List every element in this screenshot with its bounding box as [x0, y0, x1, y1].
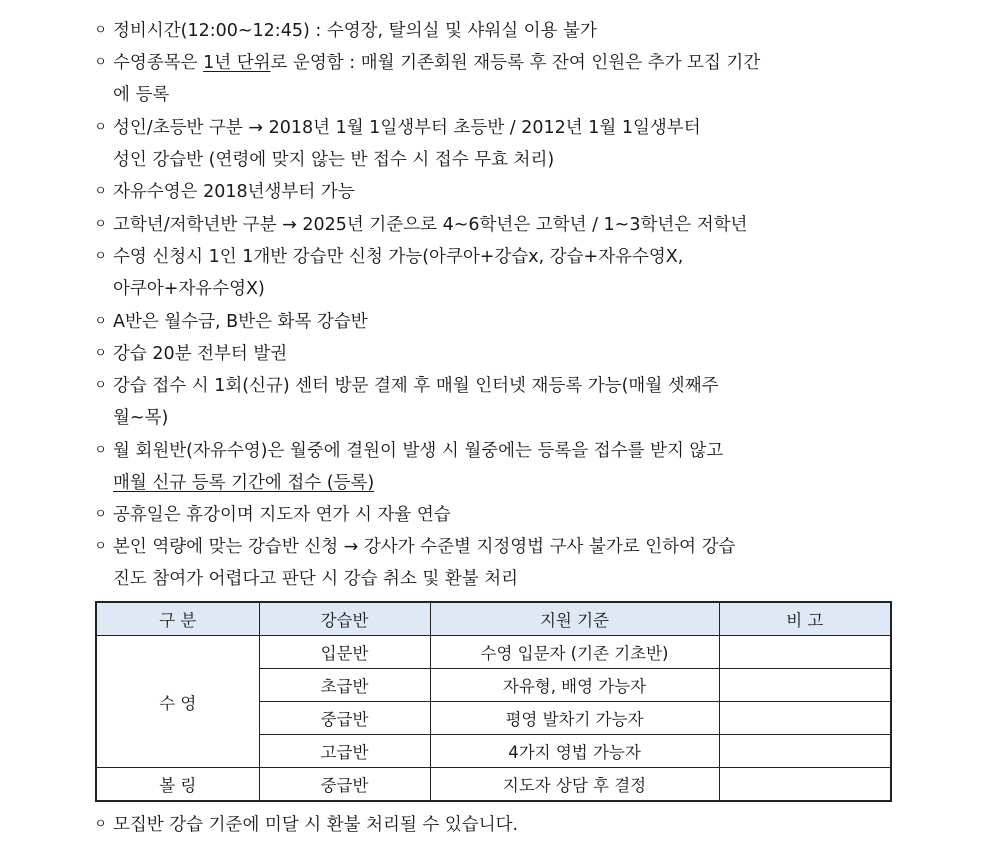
class-level: 고급반 — [259, 735, 430, 768]
note-annual-operation-cont: 에 등록 — [113, 85, 170, 105]
header-class: 강습반 — [259, 602, 430, 636]
note-monthly-member-cont: 매월 신규 등록 기간에 접수 (등록) — [113, 473, 375, 493]
bullet-icon: ㅇ — [94, 217, 107, 232]
note-registration-cont: 월~목) — [113, 408, 169, 428]
note-one-class-limit-cont: 아쿠아+자유수영X) — [113, 279, 265, 299]
class-remark — [719, 669, 891, 702]
class-remark — [719, 636, 891, 669]
table-header-row — [96, 602, 891, 636]
table-row — [96, 636, 891, 669]
note-registration: ㅇ 강습 접수 시 1회(신규) 센터 방문 결제 후 매월 인터넷 재등록 가능(매월 셋째주 — [88, 370, 719, 402]
bullet-icon: ㅇ — [94, 346, 107, 361]
class-level: 중급반 — [259, 768, 430, 802]
bullet-icon: ㅇ — [94, 378, 107, 393]
bullet-icon: ㅇ — [94, 443, 107, 458]
bullet-icon: ㅇ — [94, 55, 107, 70]
note-annual-operation: ㅇ 수영종목은 1년 단위로 운영함 : 매월 기존회원 재등록 후 잔여 인원은 추가 모집 기간 — [88, 47, 760, 79]
category-swim: 수 영 — [96, 636, 259, 768]
class-criteria: 평영 발차기 가능자 — [430, 702, 719, 735]
bullet-icon: ㅇ — [94, 539, 107, 554]
bullet-icon: ㅇ — [94, 817, 107, 832]
note-age-division: ㅇ 성인/초등반 구분 → 2018년 1월 1일생부터 초등반 / 2012년 1월 1일생부터 — [88, 112, 701, 144]
note-skill-level: ㅇ 본인 역량에 맞는 강습반 신청 → 강사가 수준별 지정영법 구사 불가로 인하여 강습 — [88, 531, 735, 563]
class-criteria: 지도자 상담 후 결정 — [430, 768, 719, 802]
note-skill-level-cont: 진도 참여가 어렵다고 판단 시 강습 취소 및 환불 처리 — [113, 569, 519, 589]
note-free-swim: ㅇ 자유수영은 2018년생부터 가능 — [88, 176, 355, 208]
class-level: 초급반 — [259, 669, 430, 702]
note-grade-division: ㅇ 고학년/저학년반 구분 → 2025년 기준으로 4~6학년은 고학년 / 1~3학년은 저학년 — [88, 209, 747, 241]
note-maintenance-time: ㅇ 정비시간(12:00~12:45) : 수영장, 탈의실 및 샤워실 이용 불가 — [88, 15, 597, 47]
note-refund: ㅇ 모집반 강습 기준에 미달 시 환불 처리될 수 있습니다. — [88, 809, 518, 841]
note-age-division-cont: 성인 강습반 (연령에 맞지 않는 반 접수 시 접수 무효 처리) — [113, 150, 555, 170]
note-ticketing: ㅇ 강습 20분 전부터 발권 — [88, 338, 287, 370]
table-row — [96, 768, 891, 802]
note-holiday: ㅇ 공휴일은 휴강이며 지도자 연가 시 자율 연습 — [88, 499, 451, 531]
class-criteria: 자유형, 배영 가능자 — [430, 669, 719, 702]
class-criteria-table — [95, 601, 892, 802]
note-monthly-member: ㅇ 월 회원반(자유수영)은 월중에 결원이 발생 시 월중에는 등록을 접수를 받지 않고 — [88, 435, 723, 467]
class-remark — [719, 768, 891, 802]
class-criteria: 수영 입문자 (기존 기초반) — [430, 636, 719, 669]
note-class-days: ㅇ A반은 월수금, B반은 화목 강습반 — [88, 306, 368, 338]
note-one-class-limit: ㅇ 수영 신청시 1인 1개반 강습만 신청 가능(아쿠아+강습x, 강습+자유수영X, — [88, 241, 683, 273]
bullet-icon: ㅇ — [94, 314, 107, 329]
bullet-icon: ㅇ — [94, 249, 107, 264]
header-category: 구 분 — [96, 602, 259, 636]
bullet-icon: ㅇ — [94, 184, 107, 199]
class-criteria: 4가지 영법 가능자 — [430, 735, 719, 768]
header-remark: 비 고 — [719, 602, 891, 636]
class-level: 입문반 — [259, 636, 430, 669]
bullet-icon: ㅇ — [94, 120, 107, 135]
bullet-icon: ㅇ — [94, 507, 107, 522]
class-remark — [719, 735, 891, 768]
class-level: 중급반 — [259, 702, 430, 735]
category-bowling: 볼 링 — [96, 768, 259, 802]
underlined-text: 1년 단위 — [203, 53, 271, 73]
bullet-icon: ㅇ — [94, 23, 107, 38]
header-criteria: 지원 기준 — [430, 602, 719, 636]
class-remark — [719, 702, 891, 735]
